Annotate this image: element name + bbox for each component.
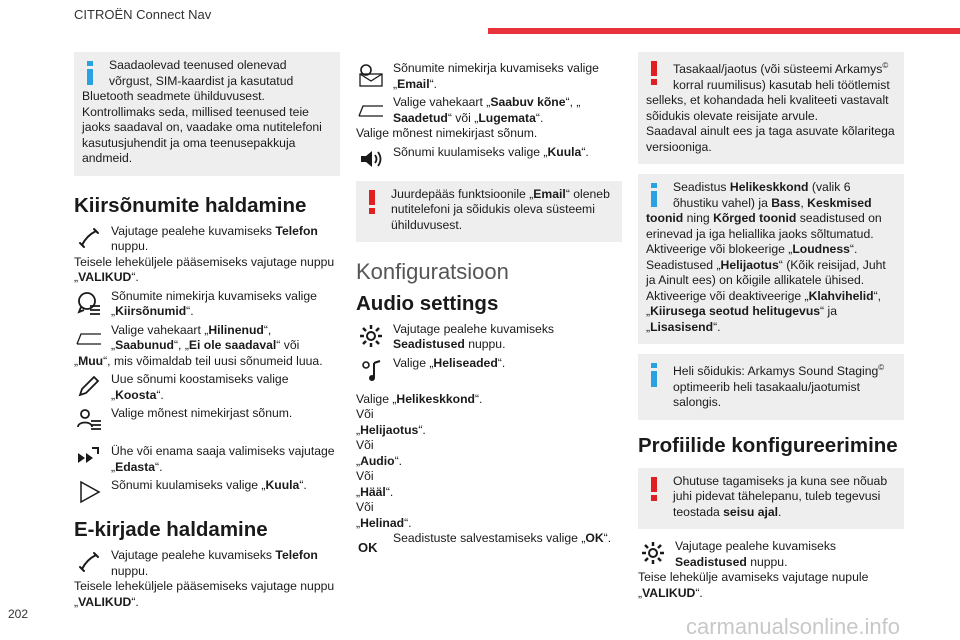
speaker-icon xyxy=(358,146,384,172)
phone-icon xyxy=(76,549,102,575)
step-email-tabs: Valige vahekaart „Saabuv kõne“, „ Saadetud“ või „Lugemata“. xyxy=(356,95,622,126)
audio-settings-icon xyxy=(358,357,384,383)
warning-note xyxy=(356,181,622,243)
forward-icon xyxy=(76,445,102,471)
note-text: Juurdepääs funktsioonile „Email“ oleneb xyxy=(391,186,610,201)
section-heading-sms: Kiirsõnumite haldamine xyxy=(74,193,307,217)
step-email-list: Sõnumite nimekirja kuvamiseks valige „Email“. xyxy=(356,61,622,92)
section-heading-profiles: Profiilide konfigureerimine xyxy=(638,433,898,457)
warning-note xyxy=(638,52,904,164)
note-text-cont: optimeerib heli tasakaalu/jaotumist salongis. xyxy=(673,379,860,410)
warning-note xyxy=(638,468,904,530)
contact-list-icon xyxy=(76,407,102,433)
header-title: CITROËN Connect Nav xyxy=(74,7,212,22)
or-text: Või xyxy=(356,438,374,452)
or-text: Või xyxy=(356,500,374,514)
info-icon xyxy=(83,61,97,85)
note-text-cont: toonid ning Kõrged toonid seadistused on erinevad ja iga heliallika jaoks sõltumatud. xyxy=(646,211,882,241)
info-icon xyxy=(647,363,661,387)
option-text: „Audio“. xyxy=(356,453,403,468)
note-text: Seadistus Helikeskkond (valik 6 õhustiku vahel) ja Bass, Keskmised xyxy=(673,180,872,210)
instruction-text: Valige mõnest nimekirjast sõnum. xyxy=(356,126,538,140)
warning-icon xyxy=(365,190,379,214)
warning-icon xyxy=(647,61,661,85)
tab-icon xyxy=(76,324,102,350)
info-note xyxy=(638,174,904,344)
gear-icon xyxy=(640,540,666,566)
note-text: Heli sõidukis: Arkamys Sound Staging© xyxy=(673,363,885,379)
note-text-cont: Aktiveerige või blokeerige „Loudness“. xyxy=(646,242,858,257)
step-email-listen: Sõnumi kuulamiseks valige „Kuula“. xyxy=(356,145,622,163)
or-text: Või xyxy=(356,407,374,421)
step-listen: Sõnumi kuulamiseks valige „Kuula“. xyxy=(74,478,340,496)
instruction-text: Teise lehekülje avamiseks vajutage nupule „VALIKUD“. xyxy=(638,570,869,600)
note-text-cont: nutitelefoni ja sõidukis oleva süsteemi ühilduvusest. xyxy=(391,202,595,232)
page-number: 202 xyxy=(8,607,29,621)
step-sms-tabs: Valige vahekaart „Hilinenud“, „Saabunud“, „Ei ole saadaval“ või xyxy=(74,323,340,354)
option-text: „Helinad“. xyxy=(356,515,412,530)
pencil-icon xyxy=(76,373,102,399)
column-1 xyxy=(74,52,340,610)
warning-icon xyxy=(647,477,661,501)
column-3 xyxy=(638,52,904,601)
instruction-text: Teisele leheküljele pääsemiseks vajutage nuppu „VALIKUD“. xyxy=(74,579,335,609)
info-note xyxy=(638,354,904,420)
note-text-cont: Seadistused „Helijaotus“ (Kõik reisijad, Juht ja Ainult ees) on kõigile allikatele ühised. xyxy=(646,257,886,288)
step-audio-settings: Valige „Heliseaded“. xyxy=(356,356,622,386)
instruction-text: „Muu“, mis võimaldab teil uusi sõnumeid luua. xyxy=(74,353,323,368)
column-2 xyxy=(356,58,622,555)
note-text: Tasakaal/jaotus (või süsteemi Arkamys© korral ruumilisus) kasutab heli töötlemist xyxy=(673,61,890,92)
step-settings: Vajutage pealehe kuvamiseks Seadistused nuppu. xyxy=(638,539,904,570)
note-text-cont: selleks, et kohandada heli kvaliteeti vastavalt sõidukis olevate reisijate arvule. xyxy=(646,93,889,123)
step-phone: Vajutage pealehe kuvamiseks Telefon nuppu. xyxy=(74,224,340,255)
step-select-message: Valige mõnest nimekirjast sõnum. xyxy=(74,406,340,436)
option-text: Valige „Helikeskkond“. xyxy=(356,391,483,406)
instruction-text: Teisele leheküljele pääsemiseks vajutage nuppu „VALIKUD“. xyxy=(74,254,335,284)
note-text-cont: „Lisasisend“. xyxy=(646,319,721,334)
info-icon xyxy=(647,183,661,207)
note-text: Ohutuse tagamiseks ja kuna see nõuab juhi pidevat tähelepanu, tuleb tegevusi teostada seisu ajal. xyxy=(673,473,888,519)
gear-icon xyxy=(358,323,384,349)
section-heading-config: Konfiguratsioon xyxy=(356,259,509,284)
watermark: carmanualsonline.info xyxy=(686,614,901,639)
step-settings: Vajutage pealehe kuvamiseks Seadistused nuppu. xyxy=(356,322,622,353)
step-phone-email: Vajutage pealehe kuvamiseks Telefon nuppu. xyxy=(74,548,340,579)
note-text: Saadaolevad teenused olenevad võrgust, SIM-kaardist ja kasutatud xyxy=(109,58,294,88)
note-text-cont: Saadaval ainult ees ja taga asuvate kõlaritega versiooniga. xyxy=(646,124,895,154)
note-text-cont: Bluetooth seadmete ühilduvusest. Kontrollimaks seda, millised teenused teie jaoks saadaval on, vaadake oma nutitelefoni kasutusjuhendit ja oma teenusepakkuja andmeid. xyxy=(82,89,322,165)
tab-icon xyxy=(358,96,384,122)
message-list-icon xyxy=(76,290,102,316)
option-text: „Hääl“. xyxy=(356,484,394,499)
step-forward: Ühe või enama saaja valimiseks vajutage „Edasta“. xyxy=(74,444,340,475)
phone-icon xyxy=(76,225,102,251)
section-heading-email: E-kirjade haldamine xyxy=(74,518,268,541)
section-heading-audio: Audio settings xyxy=(356,291,499,315)
step-sms-list: Sõnumite nimekirja kuvamiseks valige „Kiirsõnumid“. xyxy=(74,289,340,320)
step-compose: Uue sõnumi koostamiseks valige „Koosta“. xyxy=(74,372,340,403)
play-icon xyxy=(76,479,102,505)
option-text: „Helijaotus“. xyxy=(356,422,426,437)
header-accent-bar xyxy=(488,28,960,34)
ok-icon: OK xyxy=(358,540,378,555)
note-text-cont: Aktiveerige või deaktiveerige „Klahvihelid“, „Kiirusega seotud helitugevus“ ja xyxy=(646,288,882,319)
step-ok: OK Seadistuste salvestamiseks valige „OK“. xyxy=(356,531,622,549)
email-icon xyxy=(358,62,384,88)
info-note xyxy=(74,52,340,176)
or-text: Või xyxy=(356,469,374,483)
